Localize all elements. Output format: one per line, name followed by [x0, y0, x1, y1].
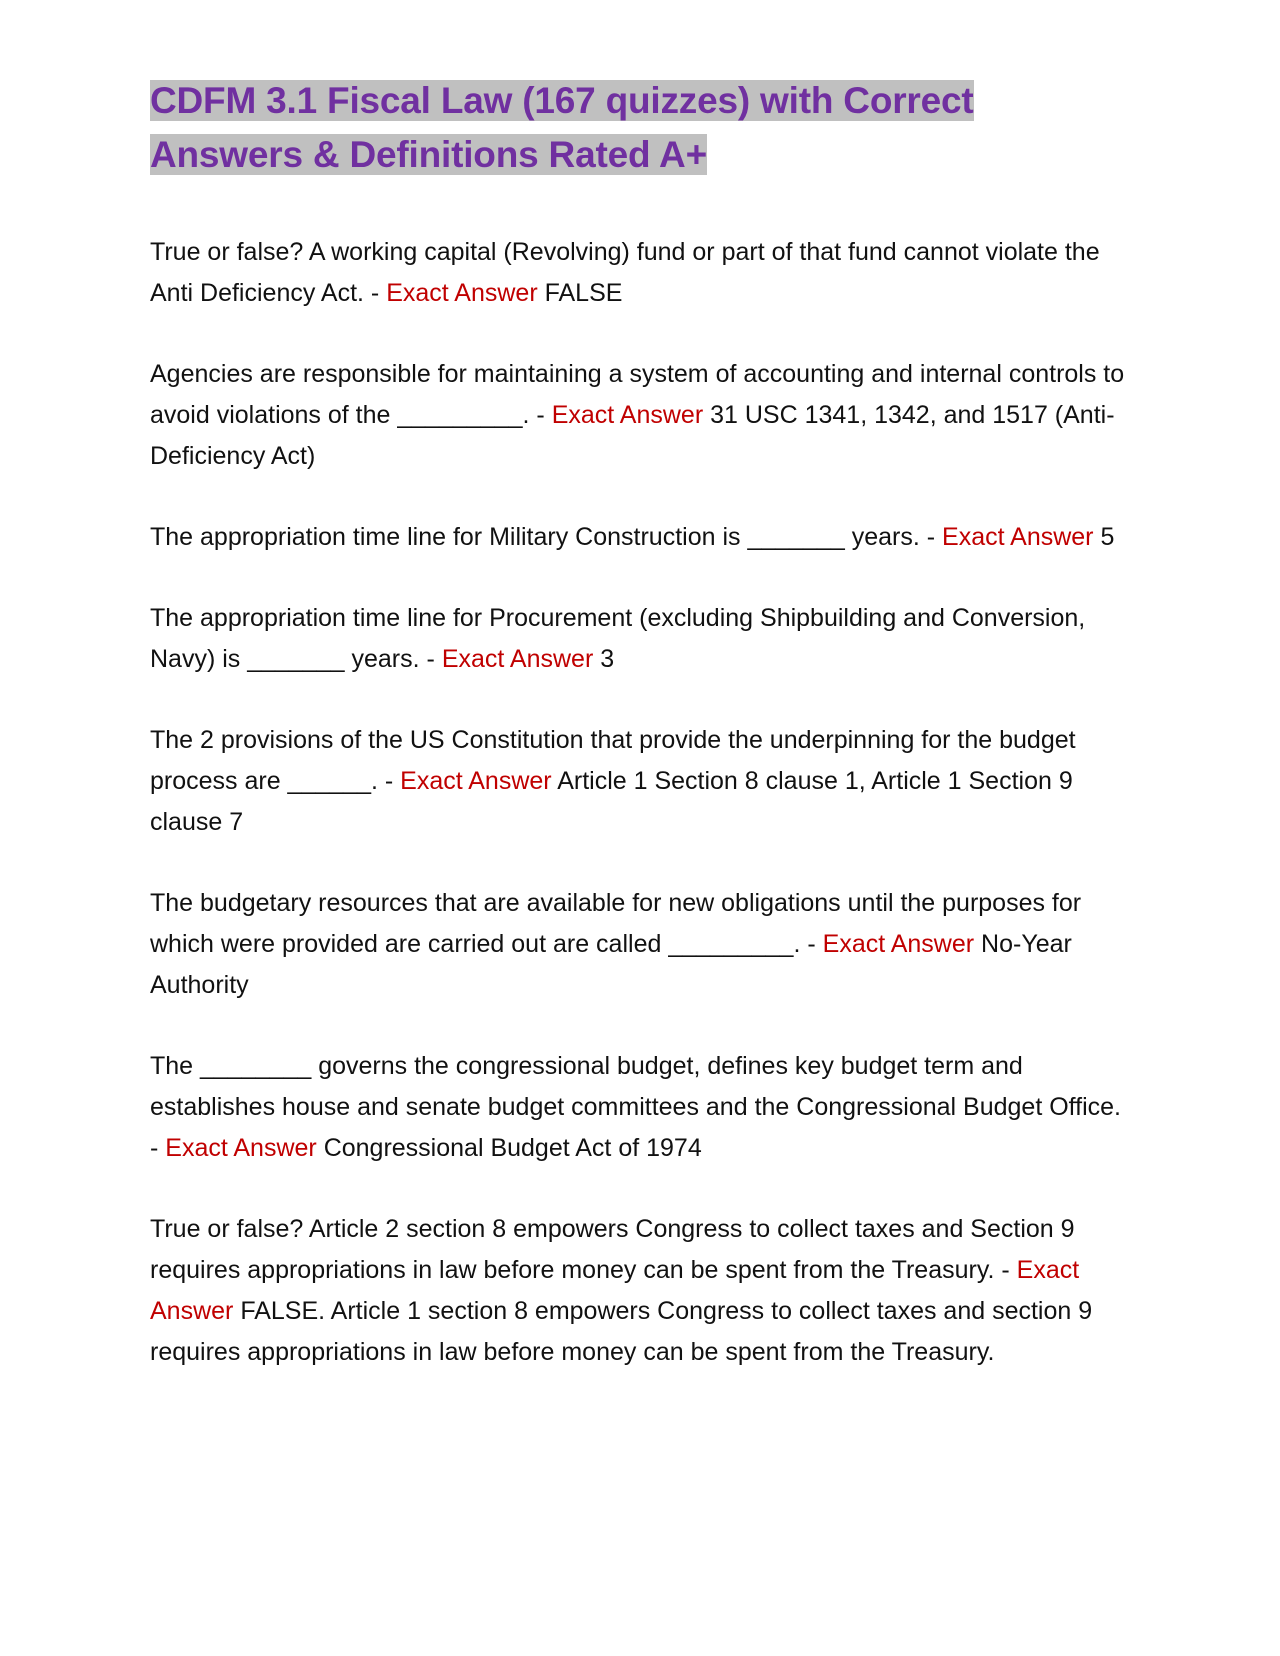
qa-item	[150, 232, 1130, 314]
answer-text: FALSE. Article 1 section 8 empowers Congress to collect taxes and section 9 requires appropriations in law before money can be spent from the Treasury.	[150, 1297, 1093, 1366]
question-text: True or false? A working capital (Revolving) fund or part of that fund cannot violate the Anti Deficiency Act. -	[150, 238, 1100, 307]
qa-item	[150, 720, 1130, 843]
answer-label: Exact Answer	[822, 930, 975, 958]
answer-text: Article 1 Section 8 clause 1, Article 1 Section 9 clause 7	[150, 767, 1073, 836]
qa-item	[150, 1209, 1130, 1373]
answer-label: Exact Answer	[551, 401, 704, 429]
answer-text: Congressional Budget Act of 1974	[323, 1134, 702, 1162]
answer-label: Exact Answer	[386, 279, 538, 307]
answer-label: Exact Answer	[441, 645, 594, 673]
question-text: The 2 provisions of the US Constitution that provide the underpinning for the budget process are ______. -	[150, 726, 1076, 795]
question-text: The budgetary resources that are available for new obligations until the purposes for which were provided are carried out are called _________. -	[150, 889, 1082, 958]
qa-item	[150, 354, 1130, 477]
answer-label: Exact Answer	[942, 523, 1094, 551]
answer-text: FALSE	[544, 279, 623, 307]
document-title	[150, 74, 1130, 182]
qa-item	[150, 1046, 1130, 1169]
qa-item	[150, 598, 1130, 680]
question-text: The appropriation time line for Procurement (excluding Shipbuilding and Conversion, Navy) is _______ years. -	[150, 604, 1086, 673]
answer-text: No-Year Authority	[150, 930, 1072, 999]
question-text: The ________ governs the congressional budget, defines key budget term and establishes house and senate budget committees and the Congressional Budget Office. -	[150, 1052, 1121, 1162]
answer-label: Exact Answer	[165, 1134, 317, 1162]
answer-text: 31 USC 1341, 1342, and 1517 (Anti-Deficiency Act)	[150, 401, 1115, 470]
question-text: True or false? Article 2 section 8 empowers Congress to collect taxes and Section 9 requires appropriations in law before money can be spent from the Treasury. -	[150, 1215, 1075, 1284]
answer-label: Exact Answer	[400, 767, 552, 795]
answer-text: 5	[1100, 523, 1115, 551]
qa-item	[150, 517, 1130, 558]
answer-label: Exact Answer	[150, 1256, 1080, 1325]
document-page	[150, 74, 1130, 1413]
answer-text: 3	[600, 645, 615, 673]
question-text: The appropriation time line for Military Construction is _______ years. -	[150, 523, 936, 551]
question-text: Agencies are responsible for maintaining a system of accounting and internal controls to avoid violations of the _________. -	[150, 360, 1125, 429]
qa-item	[150, 883, 1130, 1006]
document-title-text: CDFM 3.1 Fiscal Law (167 quizzes) with Correct Answers & Definitions Rated A+	[150, 80, 974, 175]
